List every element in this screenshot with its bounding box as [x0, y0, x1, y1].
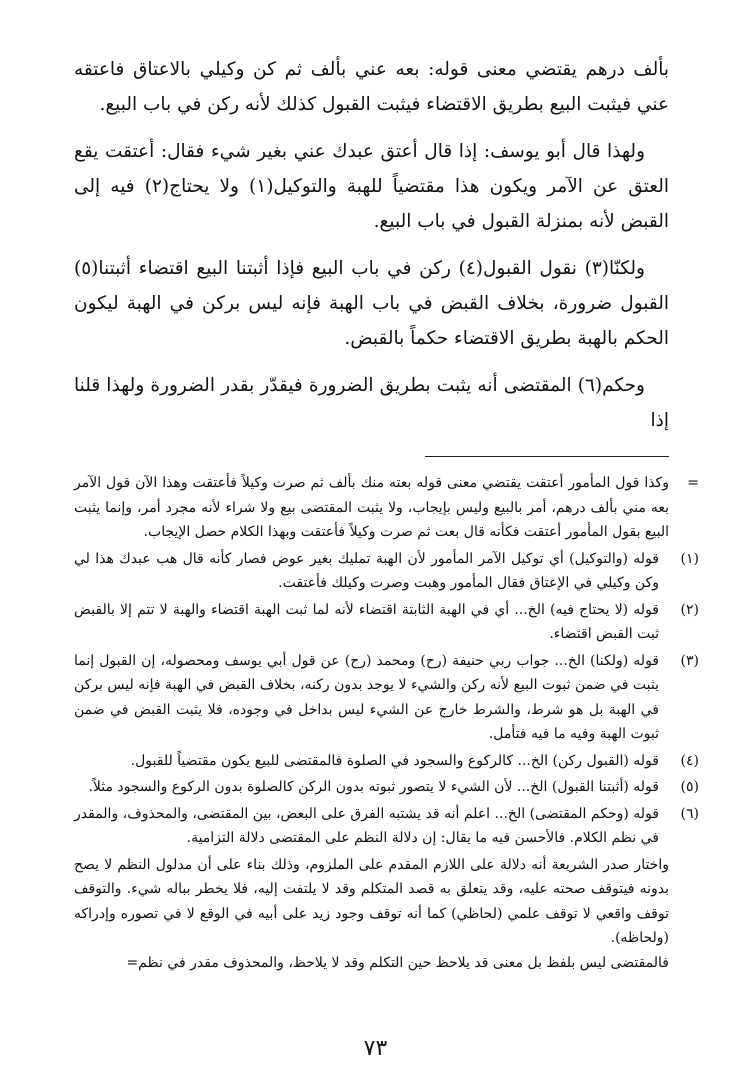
footnote-6	[74, 802, 699, 851]
footnote-text: قوله (والتوكيل) أي توكيل الآمر المأمور لأن الهبة تمليك بغير عوض فصار كأنه قال هب عبدك هذا لي وكن وكيلي في الإعتاق فقال المأمور وهبت وصرت وكيلك فأعتقت.	[74, 550, 659, 591]
footnote-text: قوله (أثبتنا القبول) الخ... لأن الشيء لا يتصور ثبوته بدون الركن كالصلوة بدون الركوع والسجود مثلاً.	[88, 779, 659, 795]
footnote-separator	[425, 456, 669, 457]
main-paragraph-1: بألف درهم يقتضي معنى قوله: بعه عني بألف ثم كن وكيلي بالاعتاق فاعتقه عني فيثبت البيع بطريق الاقتضاء فيثبت القبول كذلك لأنه ركن في باب البيع.	[74, 59, 669, 115]
continuation-mark: =	[687, 475, 699, 491]
footnote-number: (٢)	[680, 601, 699, 618]
main-paragraph-3: ولكنّا(٣) نقول القبول(٤) ركن في باب البيع فإذا أثبتنا البيع اقتضاء أثبتنا(٥) القبول ضرورة، بخلاف القبض في باب الهبة فإنه ليس بركن في الهبة ليكون الحكم بالهبة بطريق الاقتضاء حكماً بالقبض.	[74, 258, 669, 349]
footnote-5	[74, 775, 699, 800]
footnote-paragraph-1: واختار صدر الشريعة أنه دلالة على اللازم المقدم على الملزوم، وذلك بناء على أن مدلول النظم لا يصح بدونه فيتوقف صحته عليه، وقد يتعلق به قصد المتكلم وقد لا يلتفت إليه، فلا يخطر بباله شيء. والتوقف توقف واقعي لا توقف علمي (لحاظي) كما أنه توقف وجود زيد على أبيه في الوقع لا في تصوره وإدراكه (ولحاظه).	[74, 856, 669, 946]
footnote-text: قوله (القبول ركن) الخ... كالركوع والسجود في الصلوة فالمقتضى للبيع يكون مقتضياً للقبول.	[130, 752, 659, 769]
footnote-number: (٣)	[680, 652, 699, 669]
main-paragraph-2: ولهذا قال أبو يوسف: إذا قال أعتق عبدك عني بغير شيء فقال: أعتقت يقع العتق عن الآمر ويكون هذا مقتضياً للهبة والتوكيل(١) ولا يحتاج(٢) فيه إلى القبض لأنه بمنزلة القبول في باب البيع.	[74, 141, 669, 232]
footnote-number: (٥)	[680, 779, 699, 795]
page-number: ٧٣	[363, 1036, 388, 1061]
footnote-text: قوله (لا يحتاج فيه) الخ... أي في الهبة الثابتة اقتضاء لأنه لما ثبت الهبة اقتضاء والهبة لا تتم إلا بالقبض ثبت القبض اقتضاء.	[74, 601, 659, 642]
footnote-text: قوله (ولكنا) الخ... جواب ربي حنيفة (رح) ومحمد (رح) عن قول أبي يوسف ومحصوله، إن القبول إنما يثبت في ضمن ثبوت البيع لأنه ركن والشيء لا يوجد بدون ركنه، بخلاف القبض في الهبة فإنه ليس بركن في الهبة بل هو شرط، والشرط خارج عن الشيء ليس بداخل في وجوده، فلا يثبت القبض في ضمن ثبوت الهبة وفيه ما فيه فتأمل.	[74, 652, 659, 742]
footnote-number: (١)	[680, 550, 699, 567]
continuation-text: وكذا قول المأمور أعتقت يقتضي معنى قوله بعته منك بألف ثم صرت وكيلاً فأعتقت وهذا الآن قول الآمر بعه مني بألف درهم، أمر بالبيع وليس بإيجاب، ولا يثبت المقتضى بيع ولا شراء لأنه مجرد أمر، وإنما يثبت البيع بقول المأمور أعتقت فكأنه قال بعت ثم صرت وكيلاً فأعتقت وبهذا الكلام حصل الإيجاب.	[74, 475, 669, 540]
footnote-4	[74, 749, 699, 774]
footnote-text: قوله (وحكم المقتضى) الخ... اعلم أنه قد يشتبه الفرق على البعض، بين المقتضى، والمحذوف، والمقدر في نظم الكلام. فالأحسن فيه ما يقال: إن دلالة النظم على المقتضى دلالة التزامية.	[74, 805, 659, 846]
footnote-number: (٦)	[680, 805, 699, 822]
footnote-continuation	[74, 471, 699, 545]
footnote-number: (٤)	[680, 752, 699, 769]
main-paragraph-4: وحكم(٦) المقتضى أنه يثبت بطريق الضرورة فيقدّر بقدر الضرورة ولهذا قلنا إذا	[74, 375, 669, 431]
footnotes	[74, 471, 699, 975]
footnote-paragraph-2: فالمقتضى ليس بلفظ بل معنى قد يلاحظ حين التكلم وقد لا يلاحظ، والمحذوف مقدر في نظم=	[126, 954, 669, 971]
main-text	[74, 52, 669, 438]
footnote-3	[74, 649, 699, 747]
footnote-2	[74, 598, 699, 647]
footnote-1	[74, 547, 699, 596]
